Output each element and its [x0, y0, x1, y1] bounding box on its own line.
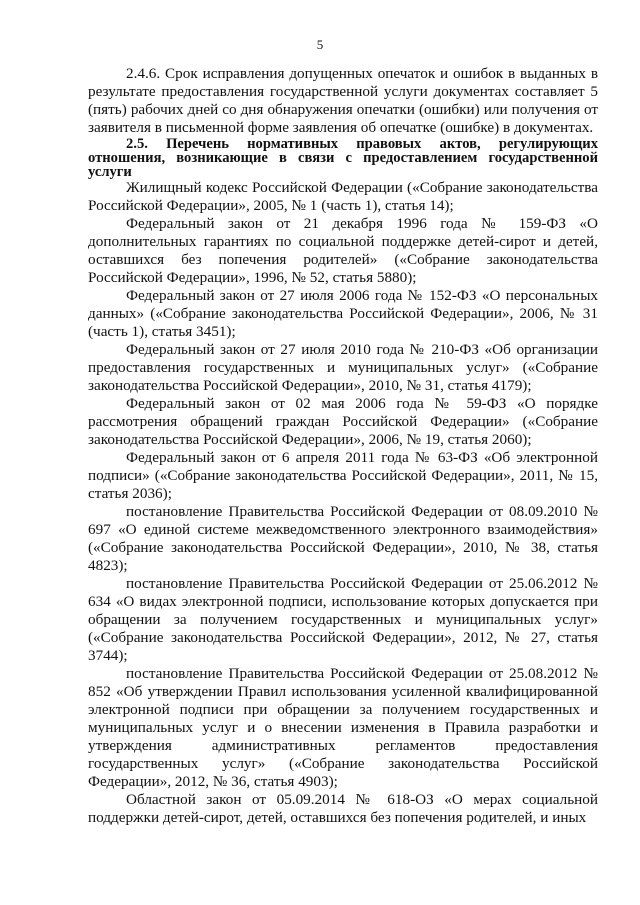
act-63-fz: Федеральный закон от 6 апреля 2011 года № 63-ФЗ «Об электронной подписи» («Собрание законодательства Российской Федерации», 2011, № 15, статья 2036);: [88, 449, 598, 502]
act-59-fz: Федеральный закон от 02 мая 2006 года № 59-ФЗ «О порядке рассмотрения обращений граждан Российской Федерации» («Собрание законодательства Российской Федерации», 2006, № 19, статья 2060);: [88, 395, 598, 448]
section-heading-2-5: 2.5. Перечень нормативных правовых актов, регулирующих отношения, возникающие в связи с предоставлением государственной услуги: [88, 136, 598, 180]
paragraph-2-4-6: 2.4.6. Срок исправления допущенных опечаток и ошибок в выданных в результате предоставления государственной услуги документах составляет 5 (пять) рабочих дней со дня обнаружения опечатки (ошибки) или получения от заявителя в письменной форме заявления об опечатке (ошибке) в документах.: [88, 65, 598, 136]
act-resolution-852: постановление Правительства Российской Федерации от 25.08.2012 № 852 «Об утверждении Правил использования усиленной квалифицированной электронной подписи при обращении за получением государственных и муниципальных услуг и о внесении изменения в Правила разработки и утверждения административных регламентов предоставления государственных услуг» («Собрание законодательства Российской Федерации», 2012, № 36, статья 4903);: [88, 665, 598, 790]
act-resolution-634: постановление Правительства Российской Федерации от 25.06.2012 № 634 «О видах электронной подписи, использование которых допускается при обращении за получением государственных и муниципальных услуг» («Собрание законодательства Российской Федерации», 2012, № 27, статья 3744);: [88, 575, 598, 664]
act-159-fz: Федеральный закон от 21 декабря 1996 года № 159-ФЗ «О дополнительных гарантиях по социальной поддержке детей-сирот и детей, оставшихся без попечения родителей» («Собрание законодательства Российской Федерации», 1996, № 52, статья 5880);: [88, 215, 598, 286]
act-210-fz: Федеральный закон от 27 июля 2010 года № 210-ФЗ «Об организации предоставления государственных и муниципальных услуг» («Собрание законодательства Российской Федерации», 2010, № 31, статья 4179);: [88, 341, 598, 394]
page-number: 5: [316, 37, 324, 52]
act-housing-code: Жилищный кодекс Российской Федерации («Собрание законодательства Российской Федерации», 2005, № 1 (часть 1), статья 14);: [88, 179, 598, 214]
act-regional-618-oz: Областной закон от 05.09.2014 № 618-ОЗ «О мерах социальной поддержки детей-сирот, детей, оставшихся без попечения родителей, и иных: [88, 791, 598, 826]
act-resolution-697: постановление Правительства Российской Федерации от 08.09.2010 № 697 «О единой системе межведомственного электронного взаимодействия» («Собрание законодательства Российской Федерации», 2010, № 38, статья 4823);: [88, 503, 598, 574]
document-body: [88, 65, 598, 827]
act-152-fz: Федеральный закон от 27 июля 2006 года № 152-ФЗ «О персональных данных» («Собрание законодательства Российской Федерации», 2006, № 31 (часть 1), статья 3451);: [88, 287, 598, 340]
